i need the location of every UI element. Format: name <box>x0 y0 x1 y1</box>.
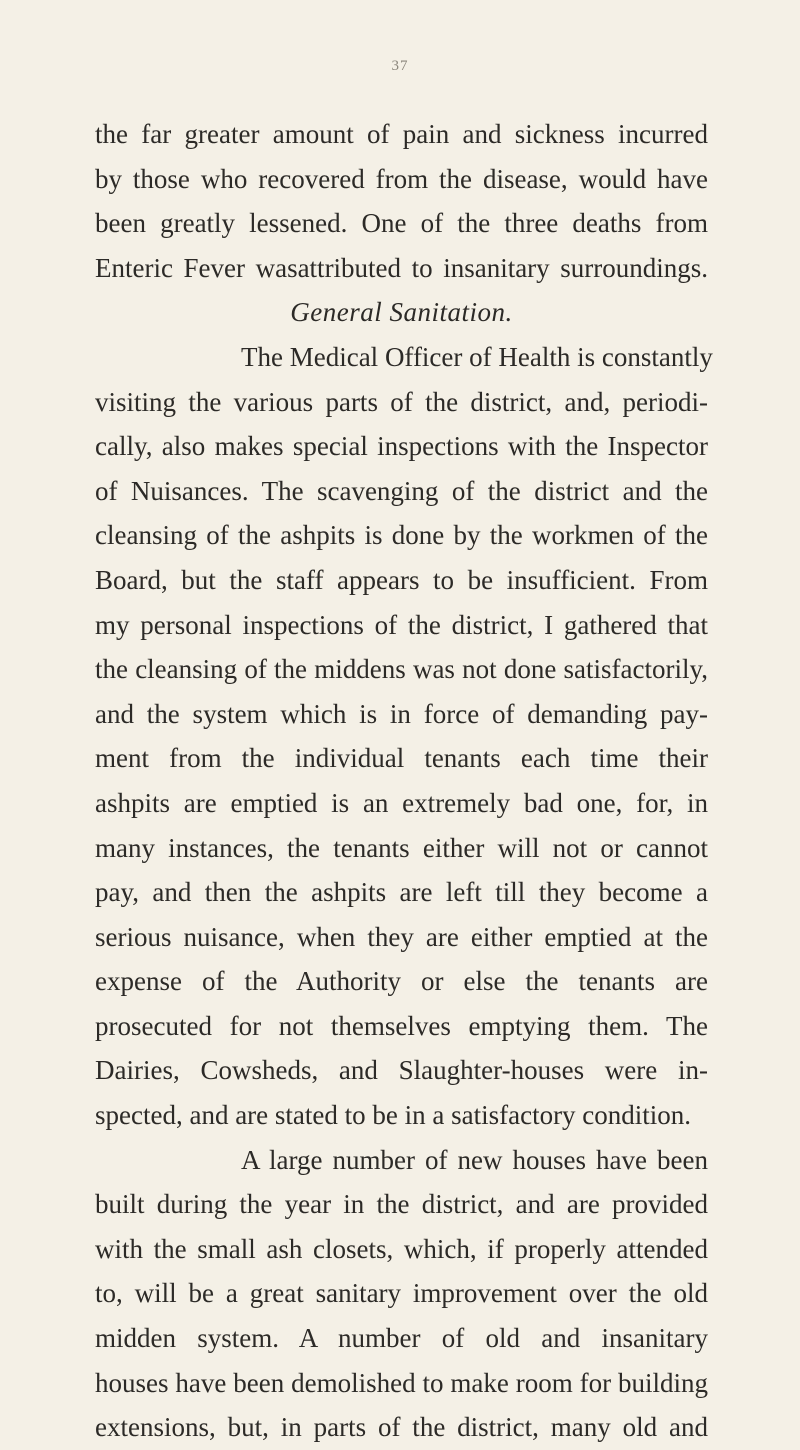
text-line: midden system. A number of old and insanitary <box>95 1323 708 1354</box>
text-line: my personal inspections of the district, I gathered that <box>95 609 708 640</box>
paragraph-first-line: A large number of new houses have been <box>241 1144 708 1175</box>
text-line: by those who recovered from the disease, would have <box>95 163 708 194</box>
text-line: ashpits are emptied is an extremely bad one, for, in <box>95 787 708 818</box>
page-number: 37 <box>391 58 409 74</box>
text-line: Dairies, Cowsheds, and Slaughter-houses were in- <box>95 1055 708 1086</box>
text-line: prosecuted for not themselves emptying them. The <box>95 1010 708 1041</box>
text-line: ment from the individual tenants each time their <box>95 743 708 774</box>
text-line: the cleansing of the middens was not done satisfactorily, <box>95 654 708 685</box>
text-line: been greatly lessened. One of the three deaths from <box>95 208 708 239</box>
text-line: spected, and are stated to be in a satisfactory condition. <box>95 1100 692 1131</box>
body-text <box>95 112 713 1450</box>
text-line: serious nuisance, when they are either emptied at the <box>95 921 708 952</box>
text-line: many instances, the tenants either will not or cannot <box>95 832 708 863</box>
text-line: pay, and then the ashpits are left till they become a <box>95 877 708 908</box>
text-line: to, will be a great sanitary improvement over the old <box>95 1278 708 1309</box>
text-line: visiting the various parts of the district, and, periodi- <box>95 386 708 417</box>
text-line: and the system which is in force of demanding pay- <box>95 698 708 729</box>
text-line: cally, also makes special inspections with the Inspector <box>95 431 708 462</box>
text-line: expense of the Authority or else the tenants are <box>95 966 708 997</box>
text-line: of Nuisances. The scavenging of the district and the <box>95 475 708 506</box>
text-line: with the small ash closets, which, if properly attended <box>95 1233 708 1264</box>
text-line: the far greater amount of pain and sickness incurred <box>95 119 708 149</box>
text-line: extensions, but, in parts of the district, many old and <box>95 1412 708 1443</box>
text-line: houses have been demolished to make room for building <box>95 1367 708 1398</box>
text-line: cleansing of the ashpits is done by the workmen of the <box>95 520 708 551</box>
section-heading: General Sanitation. <box>290 297 513 328</box>
text-line: Enteric Fever wasattributed to insanitary surroundings. <box>95 252 708 283</box>
text-line: built during the year in the district, and are provided <box>95 1189 708 1220</box>
text-line: Board, but the staff appears to be insufficient. From <box>95 564 708 595</box>
paragraph-first-line: The Medical Officer of Health is constantly <box>241 341 713 372</box>
